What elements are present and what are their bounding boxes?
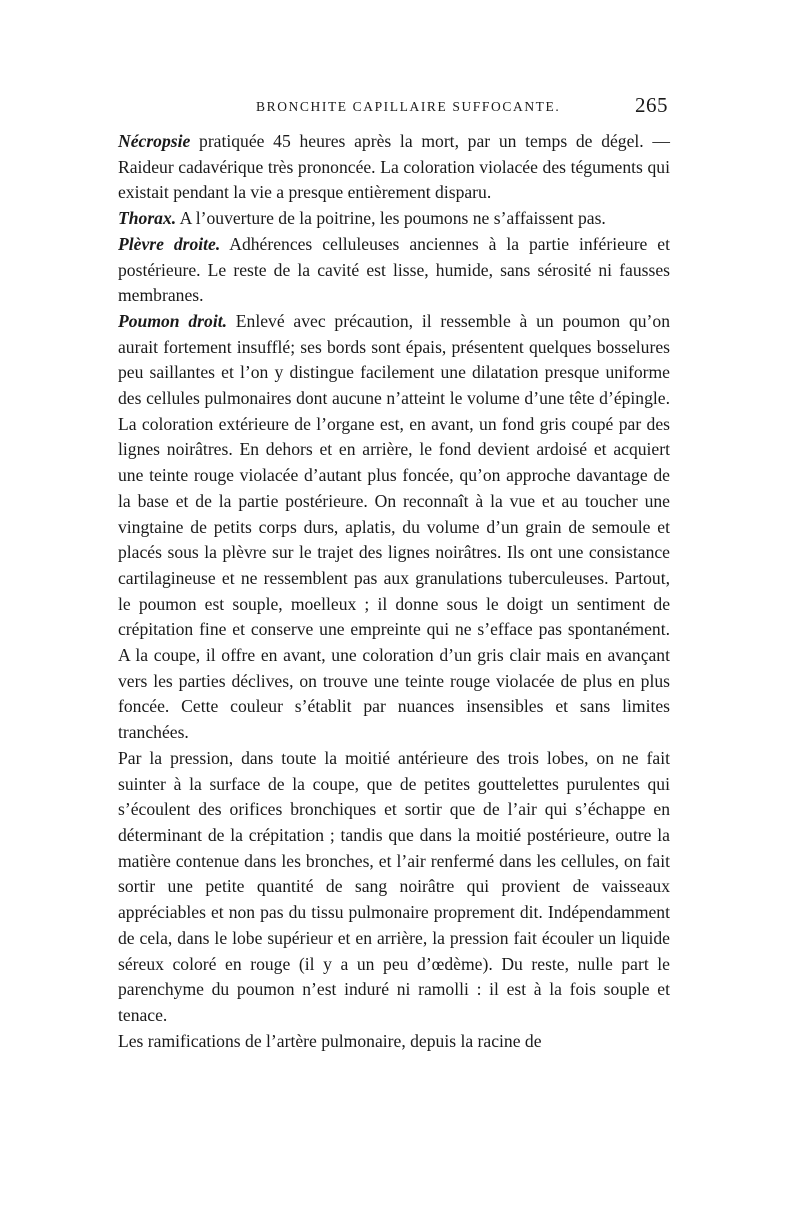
running-title: BRONCHITE CAPILLAIRE SUFFOCANTE. — [256, 99, 561, 114]
paragraph-plevre-droite — [118, 232, 670, 309]
paragraph-text: Par la pression, dans toute la moitié antérieure des trois lobes, on ne fait suinter à la surface de la coupe, que de petites gouttelettes purulentes qui s’écoulent des orifices bronchiques et sortir que de l’air qui s’échappe en déterminant de la crépitation ; tandis que dans la moitié postérieure, outre la matière contenue dans les bronches, et l’air renfermé dans les cellules, on fait sortir une petite quantité de sang noirâtre qui provient de vaisseaux appréciables et non pas du tissu pulmonaire proprement dit. Indépendamment de cela, dans le lobe supérieur et en arrière, la pression fait écouler un liquide séreux coloré en rouge (il y a un peu d’œdème). Du reste, nulle part le parenchyme du poumon n’est induré ni ramolli : il est à la fois souple et tenace. — [118, 747, 670, 1025]
page-number: 265 — [635, 93, 668, 117]
paragraph-text: Adhérences celluleuses anciennes à la partie inférieure et postérieure. Le reste de la cavité est lisse, humide, sans sérosité ni fausses membranes. — [118, 233, 671, 306]
paragraph-poumon-droit — [118, 309, 670, 746]
paragraph-ramifications — [118, 1029, 670, 1055]
paragraph-text: Enlevé avec précaution, il ressemble à un poumon qu’on aurait fortement insufflé; ses bords sont épais, présentent quelques bosselures peu saillantes et l’on y distingue facilement une dilatation presque uniforme des cellules pulmonaires dont aucune n’atteint le volume d’une tête d’épingle. La coloration extérieure de l’organe est, en avant, un fond gris coupé par des lignes noirâtres. En dehors et en arrière, le fond devient ardoisé et acquiert une teinte rouge violacée d’autant plus foncée, qu’on approche davantage de la base et de la partie postérieure. On reconnaît à la vue et au toucher une vingtaine de petits corps durs, aplatis, du volume d’un grain de semoule et placés sous la plèvre sur le trajet des lignes noirâtres. Ils ont une consistance cartilagineuse et ne ressemblent pas aux granulations tuberculeuses. Partout, le poumon est souple, moelleux ; il donne sous le doigt un sentiment de crépitation fine et conserve une empreinte qui ne s’efface pas spontanément. A la coupe, il offre en avant, une coloration d’un gris clair mais en avançant vers les parties déclives, on trouve une teinte rouge violacée de plus en plus foncée. Cette couleur s’établit par nuances insensibles et sans limites tranchées. — [118, 310, 670, 743]
book-page — [118, 93, 671, 1054]
paragraph-necropsie — [118, 129, 670, 206]
paragraph-lead: Poumon droit. — [118, 310, 227, 331]
body-text — [118, 129, 670, 1054]
paragraph-lead: Thorax. — [118, 208, 177, 229]
paragraph-text: pratiquée 45 heures après la mort, par un temps de dégel. — Raideur cadavérique très prononcée. La coloration violacée des téguments qui existait pendant la vie a presque entièrement disparu. — [118, 131, 670, 203]
paragraph-pression — [118, 746, 670, 1029]
paragraph-thorax — [118, 206, 670, 232]
paragraph-lead: Plèvre droite. — [118, 233, 221, 254]
running-head — [118, 93, 670, 129]
paragraph-lead: Nécropsie — [118, 131, 191, 151]
paragraph-text: Les ramifications de l’artère pulmonaire, depuis la racine de — [118, 1030, 542, 1051]
paragraph-text: A l’ouverture de la poitrine, les poumons ne s’affaissent pas. — [176, 208, 606, 229]
